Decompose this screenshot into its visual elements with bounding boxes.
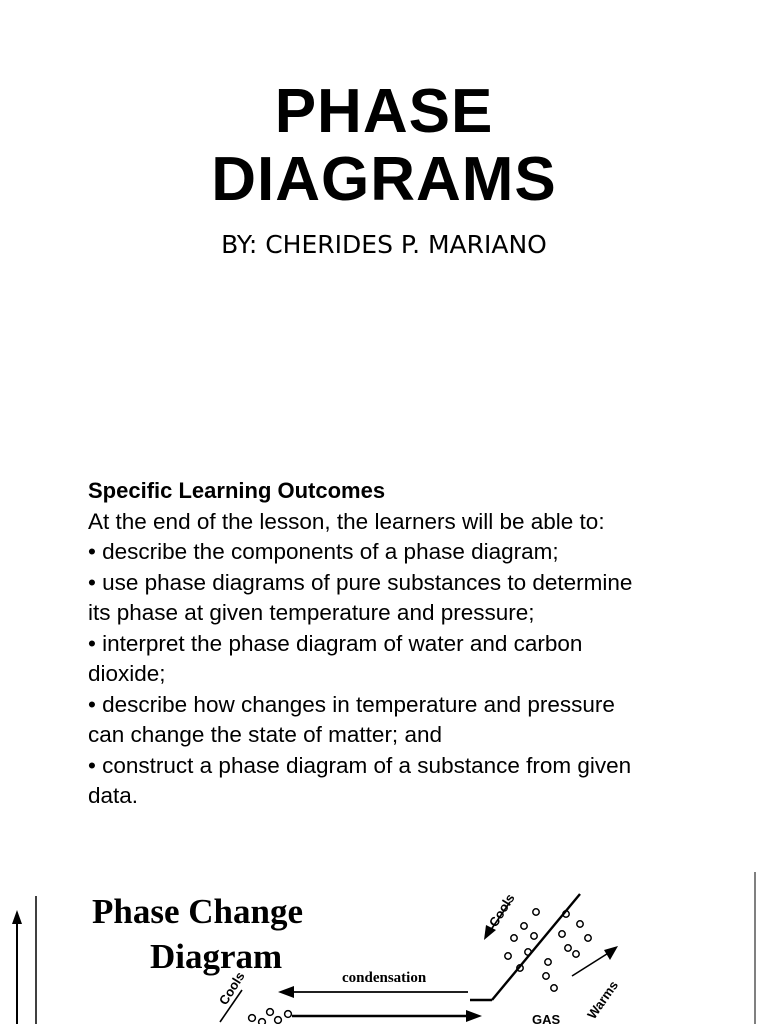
warms-arrow <box>572 952 610 976</box>
axis-arrow-icon <box>12 910 22 924</box>
cools-upper-label: Cools <box>485 891 518 930</box>
outcome-line: can change the state of matter; and <box>88 722 442 747</box>
outcomes-heading: Specific Learning Outcomes <box>88 478 386 503</box>
outcome-line: • describe how changes in temperature and pressure <box>88 691 615 717</box>
title-line-1: PHASE <box>274 77 494 146</box>
title-line-2: DIAGRAMS <box>211 145 557 214</box>
author-byline: BY: CHERIDES P. MARIANO <box>221 230 547 259</box>
outcome-line: data. <box>88 783 139 808</box>
outcomes-intro: At the end of the lesson, the learners will be able to: <box>88 508 605 534</box>
arrow-left-icon <box>278 986 294 998</box>
diagram-title-line-1: Phase Change <box>92 892 303 931</box>
condensation-label: condensation <box>342 970 427 986</box>
liquid-particles <box>249 1009 292 1024</box>
gas-label: GAS <box>532 1012 561 1024</box>
outcome-line: its phase at given temperature and pressure; <box>88 600 535 625</box>
cools-lower-label: Cools <box>215 969 248 1008</box>
outcome-line: • construct a phase diagram of a substance from given <box>88 752 632 778</box>
gas-particles <box>505 909 591 991</box>
phase-change-diagram <box>0 872 768 1024</box>
warms-label: Warms <box>584 977 622 1022</box>
diagram-title-line-2: Diagram <box>150 937 283 976</box>
arrow-right-icon <box>466 1010 482 1022</box>
learning-outcomes-slide <box>0 440 768 870</box>
outcome-line: • interpret the phase diagram of water and carbon <box>88 630 583 656</box>
outcome-line: dioxide; <box>88 661 166 686</box>
phase-change-diagram-slide <box>0 872 768 1024</box>
title-slide <box>0 0 768 440</box>
arrow-up-right-icon <box>604 946 618 960</box>
outcome-line: • use phase diagrams of pure substances to determine <box>88 569 633 595</box>
presentation-title <box>0 78 768 214</box>
outcome-line: • describe the components of a phase diagram; <box>88 539 559 564</box>
learning-outcomes-text <box>88 476 728 812</box>
